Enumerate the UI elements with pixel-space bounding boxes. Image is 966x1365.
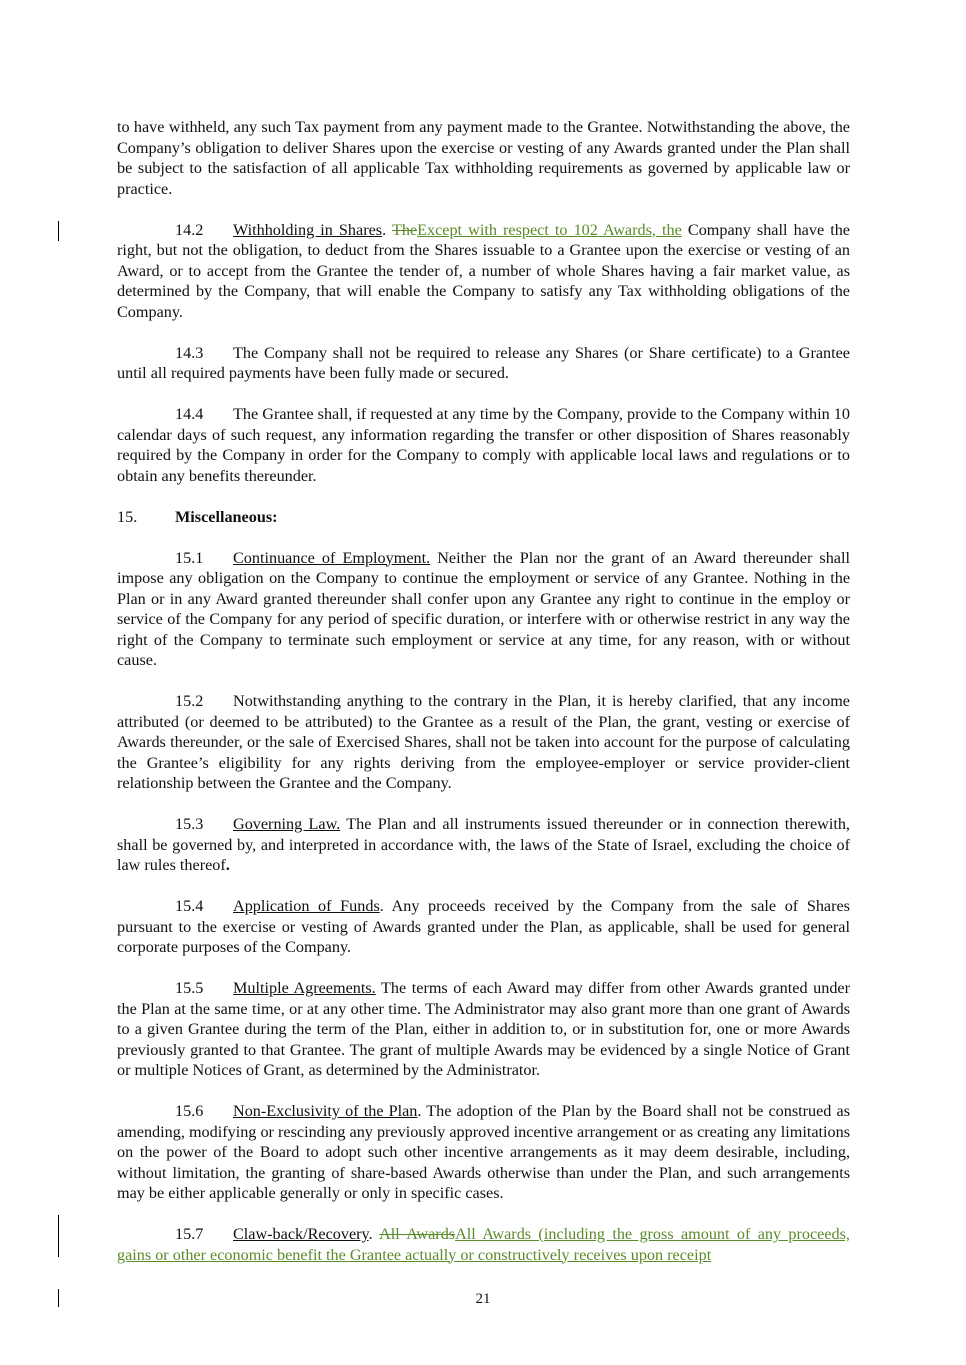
section-title: Governing Law. (233, 815, 341, 833)
section-15-2 (117, 691, 850, 794)
section-text: The Grantee shall, if requested at any time by the Company, provide to the Company within 10 calendar days of such request, any information regarding the transfer or other disposition of Shares reasonably required by the Company in order for the Company to comply with applicable local laws and regulations or to obtain any benefits thereunder. (117, 405, 850, 485)
section-15-7 (117, 1224, 850, 1265)
title-punct: . (382, 220, 392, 239)
section-number: 15. (117, 507, 138, 526)
deleted-text: All Awards (379, 1225, 456, 1243)
section-number: 15.2 (175, 692, 204, 710)
section-title: Miscellaneous: (175, 507, 278, 526)
section-end-punct: . (225, 856, 230, 874)
section-15-5 (117, 978, 850, 1081)
change-bar (58, 221, 59, 241)
section-title: Multiple Agreements. (233, 979, 376, 997)
section-15-heading (117, 507, 850, 528)
section-title: Withholding in Shares (233, 220, 383, 239)
section-text: The terms of each Award may differ from other Awards granted under the Plan at the same time, or at any other time. The Administrator may also grant more than one grant of Awards to a given Grantee during the term of the Plan, either in addition to, or in substitution for, one or more Awards previously granted to that Grantee. The grant of multiple Awards may be evidenced by a single Notice of Grant or multiple Notices of Grant, as determined by the Administrator. (117, 979, 850, 1079)
section-15-6 (117, 1101, 850, 1204)
section-14-4 (117, 404, 850, 486)
section-number: 15.7 (175, 1225, 204, 1243)
section-number: 15.5 (175, 979, 204, 997)
section-number: 14.2 (175, 220, 204, 239)
section-text: Neither the Plan nor the grant of an Award thereunder shall impose any obligation on the Company to continue the employment or service of any Grantee. Nothing in the Plan or in any Award granted thereunder shall confer upon any Grantee any right to continue in the employ or service of the Company for any period of specific duration, or interfere with or otherwise restrict in any way the right of the Company to terminate such employment or service at any time, for any reason, with or without cause. (117, 548, 850, 669)
inserted-text: Except with respect to 102 Awards, the (417, 220, 682, 239)
section-title: Claw-back/Recovery (233, 1225, 369, 1243)
section-14-3 (117, 343, 850, 384)
document-body (117, 117, 850, 1286)
section-text: The Plan and all instruments issued thereunder or in connection therewith, shall be governed by, and interpreted in accordance with, the laws of the State of Israel, excluding the choice of law rules thereof (117, 815, 850, 874)
section-number: 14.4 (175, 405, 204, 423)
section-text: The Company shall not be required to release any Shares (or Share certificate) to a Grantee until all required payments have been fully made or secured. (117, 343, 850, 382)
page-number: 21 (475, 1291, 491, 1307)
section-text: . Any proceeds received by the Company from the sale of Shares pursuant to the exercise or vesting of Awards granted under the Plan, as applicable, shall be used for general corporate purposes of the Company. (117, 897, 850, 956)
section-title: Continuance of Employment. (233, 548, 431, 567)
section-number: 15.4 (175, 897, 204, 915)
title-punct: . (368, 1225, 380, 1243)
section-number: 15.6 (175, 1102, 204, 1120)
section-title: Non-Exclusivity of the Plan (233, 1102, 418, 1120)
section-15-1 (117, 548, 850, 671)
section-text: Notwithstanding anything to the contrary in the Plan, it is hereby clarified, that any income attributed (or deemed to be attributed) to the Grantee as a result of the Plan, the grant, vesting or exercise of Awards thereunder, or the sale of Exercised Shares, shall not be taken into account for the purpose of calculating the Grantee’s eligibility for any rights deriving from the employee-employer or service provider-client relationship between the Grantee and the Company. (117, 692, 850, 792)
change-bar (58, 1215, 59, 1257)
section-14-2 (117, 220, 850, 323)
section-number: 15.1 (175, 548, 204, 567)
section-title: Application of Funds (233, 897, 380, 915)
section-15-4 (117, 896, 850, 958)
section-number: 14.3 (175, 343, 204, 362)
section-text: Company shall have the right, but not the obligation, to deduct from the Shares issuable to a Grantee upon the exercise or vesting of an Award, or to accept from the Grantee the tender of, a number of whole Shares having a fair market value, as determined by the Company, that will enable the Company to satisfy any Tax withholding obligations of the Company. (117, 220, 850, 321)
inserted-text: All Awards (including the gross amount of any proceeds, gains or other economic benefit the Grantee actually or constructively receives upon receipt (117, 1225, 850, 1264)
section-text: . The adoption of the Plan by the Board shall not be construed as amending, modifying or rescinding any previously approved incentive arrangement or as creating any limitations on the power of the Board to adopt such other incentive arrangements as it may deem desirable, including, without limitation, the granting of share-based Awards otherwise than under the Plan, and such arrangements may be either applicable generally or only in specific cases. (117, 1102, 851, 1202)
paragraph-intro: to have withheld, any such Tax payment from any payment made to the Grantee. Notwithstanding the above, the Company’s obligation to deliver Shares upon the exercise or vesting of any Awards granted under the Plan shall be subject to the satisfaction of all applicable Tax withholding requirements as governed by applicable law or practice. (117, 118, 850, 198)
deleted-text: The (391, 220, 418, 239)
section-number: 15.3 (175, 815, 204, 833)
section-15-3 (117, 814, 850, 876)
